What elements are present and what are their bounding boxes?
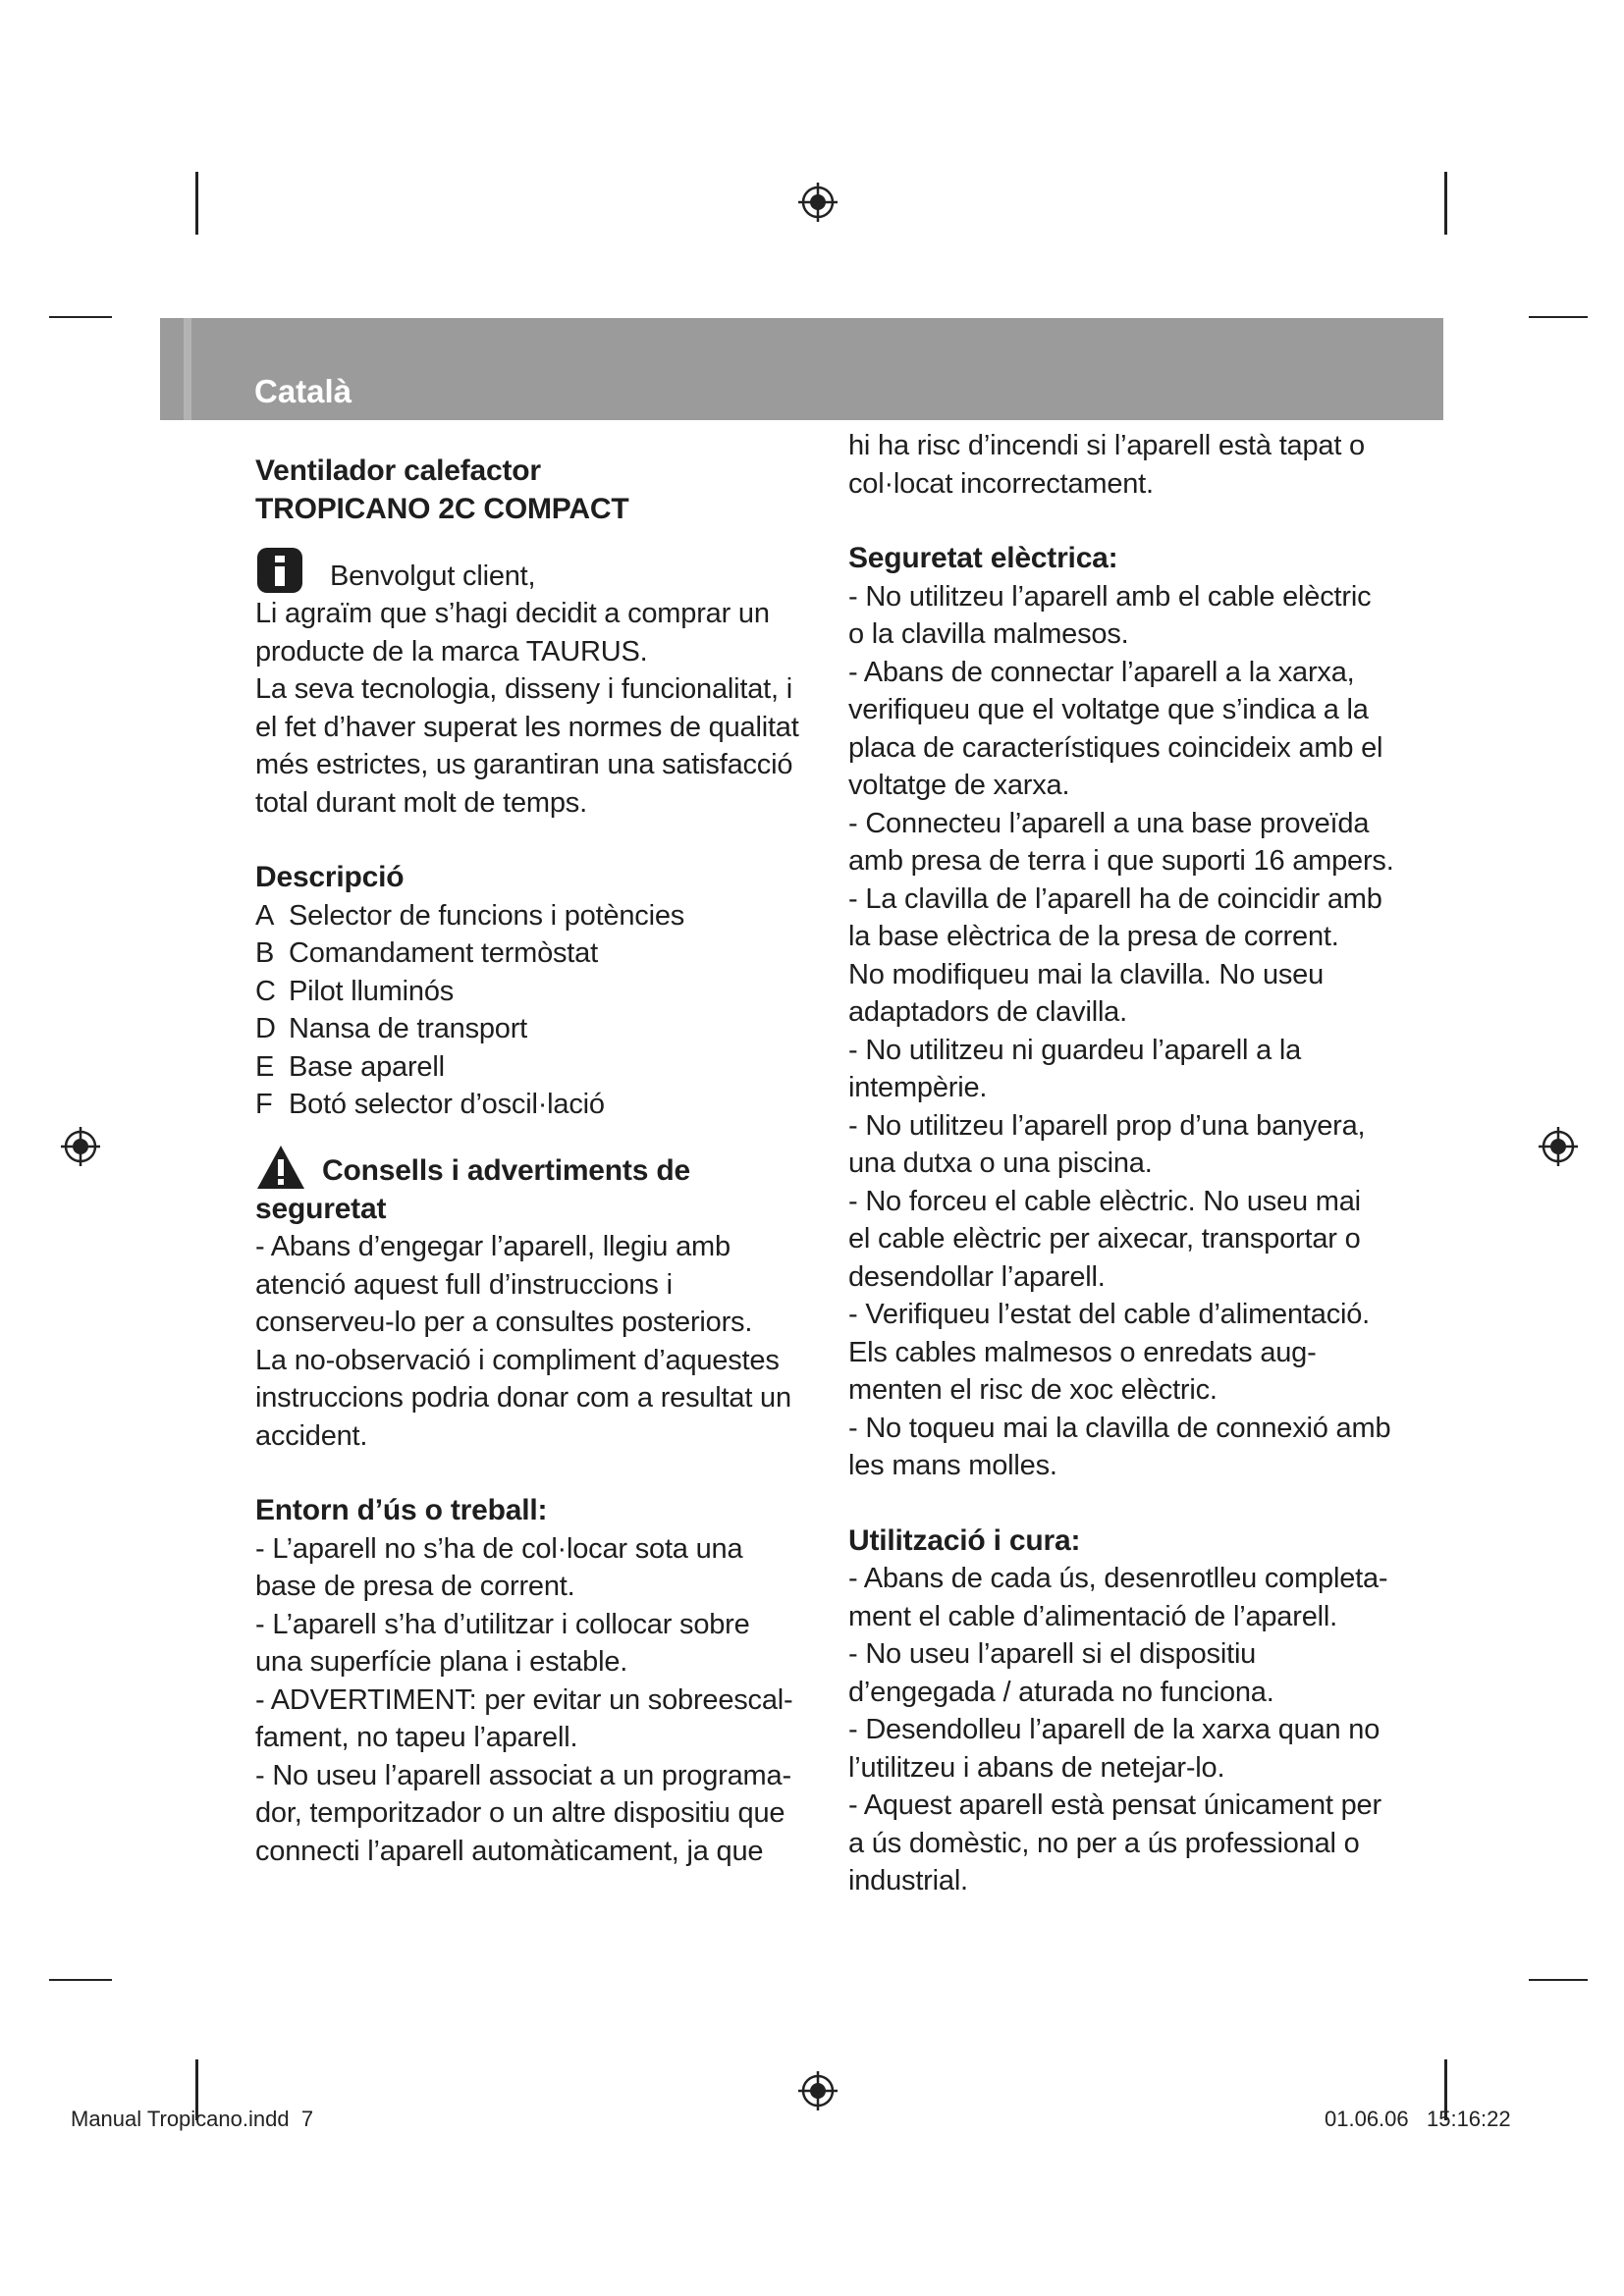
use-care-line: l’utilitzeu i abans de netejar-lo. <box>848 1751 1225 1784</box>
environment-line: - L’aparell no s’ha de col·locar sota una <box>255 1532 743 1565</box>
product-name: Ventilador calefactor <box>255 454 541 487</box>
electrical-line: la base elèctrica de la presa de corrent. <box>848 921 1339 952</box>
safety-line: atenció aquest full d’instruccions i <box>255 1268 673 1301</box>
greeting: Benvolgut client, <box>330 560 536 592</box>
description-key: E <box>255 1050 275 1083</box>
electrical-line: o la clavilla malmesos. <box>848 618 1129 650</box>
intro-line: Li agraïm que s’hagi decidit a comprar un <box>255 598 770 629</box>
electrical-line: el cable elèctric per aixecar, transportar o <box>848 1223 1361 1255</box>
electrical-line: adaptadors de clavilla. <box>848 996 1127 1028</box>
continued-line: col·locat incorrectament. <box>848 467 1154 500</box>
use-care-title: Utilització i cura: <box>848 1523 1081 1557</box>
safety-title: Consells i advertiments de <box>322 1154 690 1187</box>
environment-line: dor, temporitzador o un altre dispositiu que <box>255 1797 785 1829</box>
use-care-line: - No useu l’aparell si el dispositiu <box>848 1638 1257 1670</box>
language-header <box>160 318 1443 420</box>
electrical-line: - No utilitzeu ni guardeu l’aparell a la <box>848 1034 1302 1066</box>
description-text: Pilot lluminós <box>289 975 455 1007</box>
electrical-line: voltatge de xarxa. <box>848 770 1070 801</box>
electrical-line: Els cables malmesos o enredats aug- <box>848 1336 1317 1368</box>
use-care-line: industrial. <box>848 1865 968 1896</box>
registration-mark-icon <box>796 2069 839 2112</box>
info-icon <box>255 546 304 595</box>
description-item <box>255 1048 805 1087</box>
crop-mark <box>1444 172 1447 235</box>
safety-line: instruccions podria donar com a resultat un <box>255 1382 791 1414</box>
electrical-line: - La clavilla de l’aparell ha de coincidir amb <box>848 882 1382 915</box>
description-item <box>255 934 805 973</box>
description-key: C <box>255 975 276 1007</box>
description-text: Selector de funcions i potències <box>289 899 685 932</box>
environment-line: una superfície plana i estable. <box>255 1646 628 1678</box>
safety-line: conserveu-lo per a consultes posteriors. <box>255 1307 753 1338</box>
electrical-line: No modifiqueu mai la clavilla. No useu <box>848 958 1325 990</box>
intro-line: més estrictes, us garantiran una satisfacció <box>255 749 793 780</box>
warning-icon <box>255 1144 306 1191</box>
product-model: TROPICANO 2C COMPACT <box>255 492 629 525</box>
environment-title: Entorn d’ús o treball: <box>255 1494 548 1526</box>
intro-greeting-row <box>255 550 805 595</box>
electrical-line: - Abans de connectar l’aparell a la xarxa, <box>848 656 1355 688</box>
electrical-line: - No forceu el cable elèctric. No useu mai <box>848 1185 1361 1217</box>
description-text: Botó selector d’oscil·lació <box>289 1089 605 1120</box>
safety-line: - Abans d’engegar l’aparell, llegiu amb <box>255 1231 731 1262</box>
intro-line: el fet d’haver superat les normes de qualitat <box>255 711 799 743</box>
crop-mark <box>1529 1979 1588 1981</box>
footer-page: 7 <box>300 2107 314 2131</box>
environment-line: - ADVERTIMENT: per evitar un sobreescal- <box>255 1683 793 1716</box>
language-title: Català <box>254 373 352 409</box>
continued-line: hi ha risc d’incendi si l’aparell està tapat o <box>848 430 1365 461</box>
registration-mark-icon <box>796 181 839 224</box>
electrical-line: menten el risc de xoc elèctric. <box>848 1374 1218 1406</box>
environment-line: fament, no tapeu l’aparell. <box>255 1722 578 1753</box>
use-care-line: d’engegada / aturada no funciona. <box>848 1676 1274 1708</box>
description-item <box>255 973 805 1011</box>
safety-line: La no-observació i compliment d’aquestes <box>255 1344 780 1376</box>
electrical-line: una dutxa o una piscina. <box>848 1148 1153 1179</box>
environment-line: - No useu l’aparell associat a un programa- <box>255 1759 791 1791</box>
crop-mark <box>195 172 198 235</box>
electrical-title: Seguretat elèctrica: <box>848 542 1118 574</box>
electrical-line: verifiqueu que el voltatge que s’indica a la <box>848 694 1369 725</box>
electrical-line: - No utilitzeu l’aparell amb el cable elèctric <box>848 580 1372 613</box>
footer-time: 15:16:22 <box>1426 2107 1511 2131</box>
description-key: D <box>255 1013 276 1044</box>
footer-date: 01.06.06 <box>1325 2107 1409 2131</box>
crop-mark <box>49 316 112 318</box>
electrical-line: - No toqueu mai la clavilla de connexió amb <box>848 1412 1391 1444</box>
header-stripe <box>184 318 191 420</box>
use-care-line: - Aquest aparell està pensat únicament per <box>848 1789 1381 1821</box>
description-text: Comandament termòstat <box>289 937 598 969</box>
description-item <box>255 1010 805 1048</box>
description-key: B <box>255 937 275 969</box>
safety-title-row <box>255 1146 805 1191</box>
electrical-line: placa de característiques coincideix amb el <box>848 731 1383 764</box>
electrical-line: - No utilitzeu l’aparell prop d’una banyera, <box>848 1109 1366 1142</box>
description-key: A <box>255 899 275 932</box>
crop-mark <box>49 1979 112 1981</box>
footer-timestamp <box>1325 2107 1511 2132</box>
description-text: Nansa de transport <box>289 1013 528 1044</box>
registration-mark-icon <box>59 1125 102 1168</box>
electrical-line: les mans molles. <box>848 1450 1057 1481</box>
electrical-line: amb presa de terra i que suporti 16 ampers. <box>848 845 1394 877</box>
environment-line: - L’aparell s’ha d’utilitzar i collocar sobre <box>255 1608 750 1640</box>
electrical-line: intempèrie. <box>848 1072 988 1103</box>
electrical-line: - Connecteu l’aparell a una base proveïda <box>848 807 1370 839</box>
electrical-line: - Verifiqueu l’estat del cable d’alimentació. <box>848 1299 1371 1330</box>
intro-line: producte de la marca TAURUS. <box>255 635 648 667</box>
environment-line: base de presa de corrent. <box>255 1571 575 1602</box>
intro-line: total durant molt de temps. <box>255 786 587 819</box>
safety-title-cont: seguretat <box>255 1192 387 1225</box>
electrical-line: desendollar l’aparell. <box>848 1260 1106 1293</box>
footer-filename: Manual Tropicano.indd <box>71 2107 290 2131</box>
intro-line: La seva tecnologia, disseny i funcionalitat, i <box>255 673 792 705</box>
left-column <box>255 453 805 1870</box>
use-care-line: ment el cable d’alimentació de l’aparell. <box>848 1600 1337 1632</box>
description-item <box>255 1086 805 1124</box>
description-key: F <box>255 1089 273 1120</box>
registration-mark-icon <box>1537 1125 1580 1168</box>
use-care-line: - Abans de cada ús, desenrotlleu completa- <box>848 1563 1388 1594</box>
use-care-line: - Desendolleu l’aparell de la xarxa quan no <box>848 1714 1380 1745</box>
footer-file <box>71 2107 313 2132</box>
right-column <box>848 427 1398 1900</box>
environment-line: connecti l’aparell automàticament, ja que <box>255 1835 764 1867</box>
safety-line: accident. <box>255 1419 368 1452</box>
crop-mark <box>1529 316 1588 318</box>
description-item <box>255 897 805 935</box>
use-care-line: a ús domèstic, no per a ús professional o <box>848 1827 1360 1859</box>
description-title: Descripció <box>255 861 405 893</box>
description-text: Base aparell <box>289 1050 445 1083</box>
